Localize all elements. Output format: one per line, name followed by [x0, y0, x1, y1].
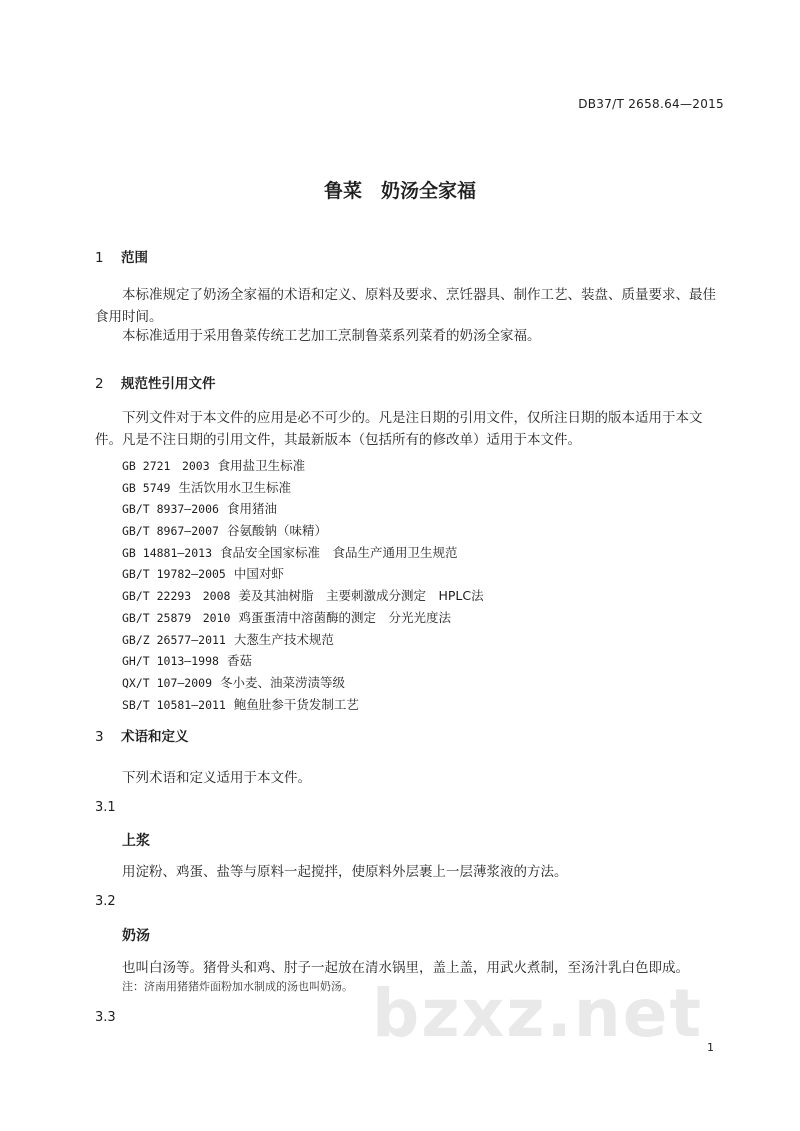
- reference-name: 谷氨酸钠（味精）: [226, 523, 327, 539]
- section-number: 2: [95, 376, 104, 392]
- section-heading-scope: [95, 246, 148, 266]
- clause-number: 3.3: [95, 1010, 116, 1025]
- term-title: 奶汤: [122, 928, 150, 944]
- section-title: 术语和定义: [121, 729, 189, 745]
- list-item: [122, 672, 484, 694]
- reference-code: GB 14881—2013: [122, 545, 213, 560]
- reference-code: GB/T 8967—2007: [122, 524, 219, 539]
- normative-intro: 下列文件对于本文件的应用是必不可少的。凡是注日期的引用文件，仅所注日期的版本适用于本文件。凡是不注日期的引用文件，其最新版本（包括所有的修改单）适用于本文件。: [95, 410, 703, 448]
- list-item: [122, 629, 484, 651]
- reference-code: GB 2721 2003: [122, 459, 210, 473]
- list-item: [122, 542, 484, 564]
- section-number: 3: [95, 729, 104, 745]
- reference-name: 食用盐卫生标准: [217, 458, 306, 473]
- reference-code: SB/T 10581—2011: [122, 697, 226, 712]
- reference-code: GB/T 8937—2006: [122, 502, 219, 517]
- reference-code: GB/T 25879 2010: [122, 610, 231, 625]
- page-number: 1: [707, 1041, 714, 1054]
- reference-code: GB/T 22293 2008: [122, 589, 231, 604]
- reference-name: 姜及其油树脂 主要刺激成分测定 HPLC法: [238, 588, 484, 604]
- reference-list: [122, 455, 484, 715]
- scope-paragraph-2: 本标准适用于采用鲁菜传统工艺加工烹制鲁菜系列菜肴的奶汤全家福。: [122, 328, 541, 344]
- reference-code: GH/T 1013—1998: [122, 654, 219, 669]
- reference-name: 冬小麦、油菜涝渍等级: [220, 674, 346, 690]
- section-title: 范围: [121, 250, 148, 266]
- terms-intro: 下列术语和定义适用于本文件。: [122, 770, 311, 786]
- list-item: [122, 650, 484, 672]
- reference-name: 中国对虾: [233, 566, 284, 582]
- reference-name: 鸡蛋蛋清中溶菌酶的测定 分光光度法: [238, 609, 451, 625]
- section-heading-normative: [95, 372, 216, 392]
- list-item: [122, 585, 484, 607]
- reference-code: GB/T 19782—2005: [122, 567, 226, 582]
- reference-name: 鲍鱼肚参干货发制工艺: [233, 696, 359, 712]
- document-title: 鲁菜 奶汤全家福: [323, 180, 476, 202]
- reference-name: 香菇: [226, 653, 252, 669]
- section-title: 规范性引用文件: [121, 376, 216, 392]
- reference-code: QX/T 107—2009: [122, 675, 213, 690]
- reference-code: GB/Z 26577—2011: [122, 632, 226, 647]
- reference-name: 大葱生产技术规范: [233, 631, 334, 647]
- section-heading-terms: [95, 725, 189, 745]
- list-item: [122, 520, 484, 542]
- list-item: [122, 563, 484, 585]
- scope-paragraph-1: 本标准规定了奶汤全家福的术语和定义、原料及要求、烹饪器具、制作工艺、装盘、质量要求、最佳食用时间。: [95, 287, 716, 325]
- reference-name: 食品安全国家标准 食品生产通用卫生规范: [220, 544, 458, 560]
- term-title: 上浆: [122, 833, 150, 849]
- clause-number: 3.1: [95, 800, 116, 815]
- section-number: 1: [95, 250, 104, 266]
- list-item: [122, 498, 484, 520]
- term-definition: 用淀粉、鸡蛋、盐等与原料一起搅拌，使原料外层裹上一层薄浆液的方法。: [122, 864, 568, 880]
- list-item: [122, 455, 484, 477]
- reference-name: 食用猪油: [226, 501, 277, 517]
- reference-code: GB 5749: [122, 480, 171, 495]
- reference-name: 生活饮用水卫生标准: [178, 479, 291, 495]
- clause-number: 3.2: [95, 894, 116, 909]
- watermark: bzxz.net: [372, 975, 704, 1052]
- term-definition: 也叫白汤等。猪骨头和鸡、肘子一起放在清水锅里，盖上盖，用武火煮制，至汤汁乳白色即成。: [122, 960, 689, 976]
- list-item: [122, 607, 484, 629]
- term-note: 注：济南用猪猪炸面粉加水制成的汤也叫奶汤。: [122, 980, 353, 993]
- list-item: [122, 477, 484, 499]
- list-item: [122, 694, 484, 716]
- document-code: DB37/T 2658.64—2015: [578, 97, 724, 111]
